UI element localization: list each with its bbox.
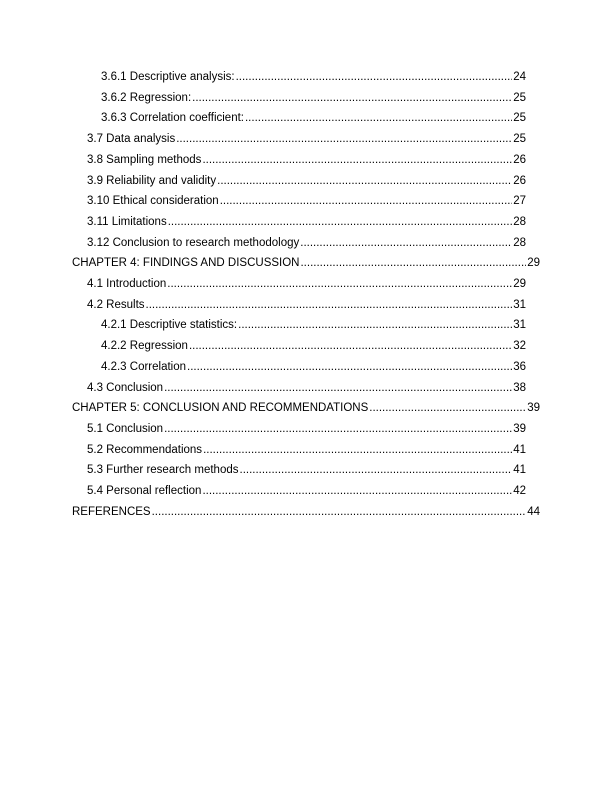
toc-entry-page-number: 24 (513, 71, 526, 83)
toc-entry[interactable] (101, 69, 526, 85)
dot-leader (245, 110, 512, 126)
dot-leader (176, 131, 512, 147)
toc-entry-title: 3.7 Data analysis (87, 133, 176, 146)
toc-entry-page-number: 39 (527, 402, 540, 415)
toc-entry[interactable] (87, 193, 526, 209)
toc-entry-page-number: 44 (527, 505, 540, 518)
toc-entry[interactable] (87, 483, 526, 499)
toc-entry-page-number: 27 (513, 195, 526, 208)
dot-leader (187, 359, 512, 375)
toc-entry-page-number: 28 (513, 215, 526, 228)
toc-entry-title: 3.6.3 Correlation coefficient: (101, 112, 244, 125)
toc-entry-title: CHAPTER 5: CONCLUSION AND RECOMMENDATIONS (72, 402, 369, 415)
toc-entry[interactable] (72, 255, 540, 271)
dot-leader (238, 317, 512, 333)
toc-entry-title: 4.2 Results (87, 298, 145, 311)
toc-entry-page-number: 25 (513, 133, 526, 146)
toc-entry[interactable] (87, 380, 526, 396)
toc-entry-title: 4.3 Conclusion (87, 381, 164, 394)
toc-entry-title: 4.1 Introduction (87, 278, 167, 290)
toc-entry-page-number: 41 (513, 443, 526, 456)
dot-leader (164, 421, 512, 437)
dot-leader (217, 173, 512, 189)
toc-entry[interactable] (87, 442, 526, 458)
toc-entry[interactable] (87, 235, 526, 251)
toc-entry-title: 5.2 Recommendations (87, 443, 203, 456)
toc-entry[interactable] (87, 152, 526, 168)
toc-entry[interactable] (87, 214, 526, 230)
toc-entry-page-number: 31 (513, 298, 526, 311)
dot-leader (202, 483, 512, 499)
dot-leader (300, 235, 512, 251)
dot-leader (189, 338, 512, 354)
toc-entry-page-number: 29 (513, 278, 526, 290)
toc-entry-page-number: 28 (513, 236, 526, 249)
toc-entry-page-number: 31 (513, 319, 526, 332)
dot-leader (203, 442, 512, 458)
dot-leader (240, 462, 513, 478)
dot-leader (168, 214, 513, 230)
toc-entry[interactable] (101, 359, 526, 375)
dot-leader (300, 255, 526, 271)
toc-entry-page-number: 36 (513, 360, 526, 373)
toc-entry-title: CHAPTER 4: FINDINGS AND DISCUSSION (72, 257, 300, 270)
toc-entry-title: 4.2.1 Descriptive statistics: (101, 319, 238, 332)
toc-entry-page-number: 32 (513, 340, 526, 353)
toc-entry-title: 3.11 Limitations (87, 215, 167, 228)
toc-entry-title: REFERENCES (72, 505, 151, 518)
toc-entry-title: 4.2.2 Regression (101, 340, 188, 353)
dot-leader (220, 193, 513, 209)
toc-entry-page-number: 26 (513, 153, 526, 166)
toc-entry-page-number: 25 (513, 112, 526, 125)
toc-entry[interactable] (87, 297, 526, 313)
toc-entry[interactable] (101, 338, 526, 354)
toc-entry-title: 3.10 Ethical consideration (87, 195, 219, 208)
toc-entry[interactable] (101, 110, 526, 126)
toc-entry-title: 5.3 Further research methods (87, 464, 239, 477)
toc-entry-page-number: 41 (513, 464, 526, 477)
toc-entry[interactable] (87, 421, 526, 437)
dot-leader (192, 90, 512, 106)
dot-leader (369, 400, 526, 416)
dot-leader (146, 297, 513, 313)
toc-entry-title: 3.6.1 Descriptive analysis: (101, 71, 235, 83)
toc-entry[interactable] (87, 276, 526, 292)
dot-leader (202, 152, 512, 168)
toc-entry-page-number: 39 (513, 422, 526, 435)
toc-entry[interactable] (101, 90, 526, 106)
dot-leader (167, 276, 512, 292)
toc-entry[interactable] (87, 131, 526, 147)
dot-leader (164, 380, 512, 396)
toc-entry-page-number: 42 (513, 485, 526, 497)
dot-leader (152, 504, 527, 520)
toc-entry-page-number: 38 (513, 381, 526, 394)
toc-entry[interactable] (72, 400, 540, 416)
toc-entry-title: 3.8 Sampling methods (87, 153, 202, 166)
toc-entry-page-number: 26 (513, 174, 526, 187)
dot-leader (236, 69, 513, 85)
toc-entry-title: 3.9 Reliability and validity (87, 174, 217, 187)
toc-entry-title: 3.6.2 Regression: (101, 91, 192, 104)
toc-entry-title: 5.4 Personal reflection (87, 485, 202, 497)
toc-entry[interactable] (72, 504, 540, 520)
toc-entry-title: 5.1 Conclusion (87, 422, 164, 435)
toc-entry[interactable] (87, 462, 526, 478)
toc-entry-title: 4.2.3 Correlation (101, 360, 187, 373)
toc-entry-page-number: 29 (527, 257, 540, 270)
toc-entry-page-number: 25 (513, 91, 526, 104)
toc-entry[interactable] (87, 173, 526, 189)
toc-entry[interactable] (101, 317, 526, 333)
toc-entry-title: 3.12 Conclusion to research methodology (87, 236, 300, 249)
